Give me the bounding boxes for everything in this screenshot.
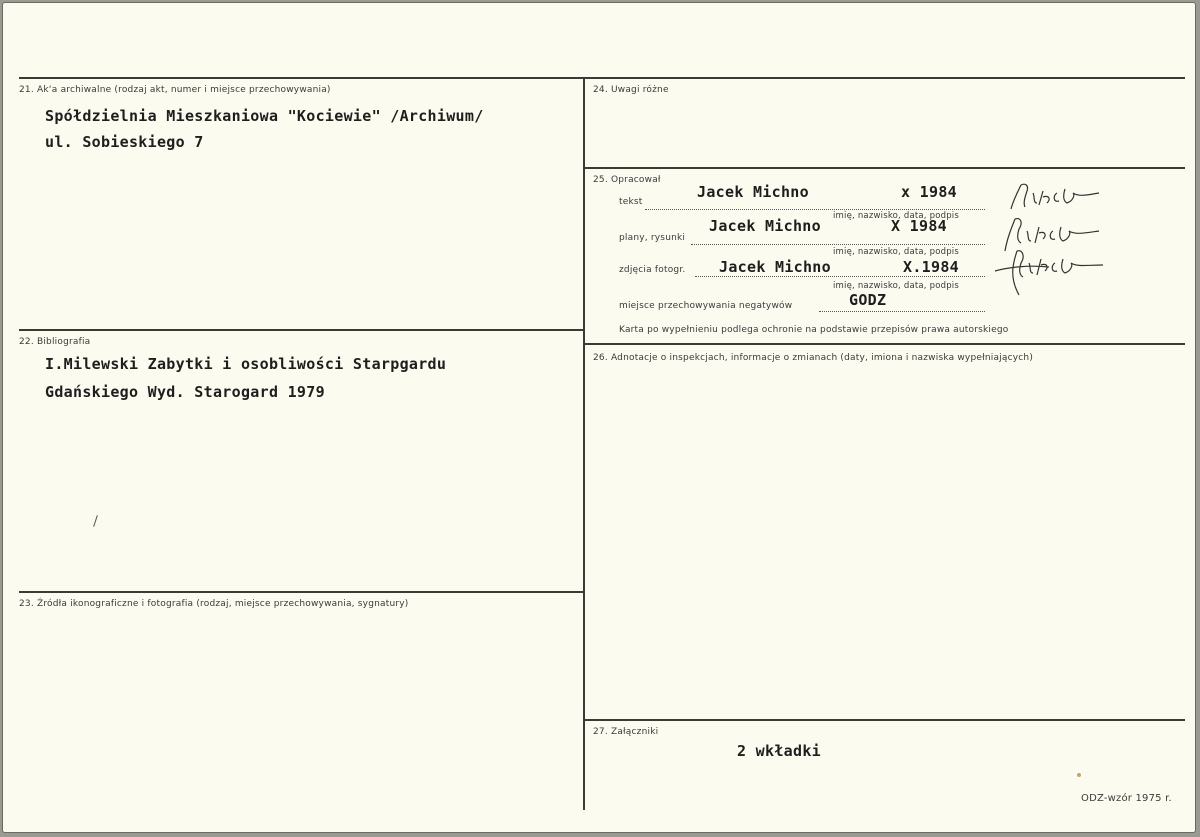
section-22-line-1: I.Milewski Zabytki i osobliwości Starpgardu bbox=[45, 355, 447, 373]
record-card bbox=[2, 2, 1196, 833]
column-divider bbox=[583, 77, 585, 810]
section-22-label: 22. Bibliografia bbox=[19, 337, 91, 347]
section-21-line-1: Spółdzielnia Mieszkaniowa "Kociewie" /Archiwum/ bbox=[45, 107, 484, 125]
zdjecia-name: Jacek Michno bbox=[719, 258, 831, 276]
section-23-label: 23. Źródła ikonograficzne i fotografia (rodzaj, miejsce przechowywania, sygnatury) bbox=[19, 599, 409, 609]
caption-1: imię, nazwisko, data, podpis bbox=[833, 211, 959, 221]
signature-zdjecia bbox=[989, 247, 1113, 299]
signature-tekst bbox=[1003, 179, 1113, 215]
form-id: ODZ-wzór 1975 r. bbox=[1081, 793, 1172, 804]
zdjecia-label: zdjęcia fotogr. bbox=[619, 265, 686, 275]
section-21-line-2: ul. Sobieskiego 7 bbox=[45, 133, 204, 151]
paper-mark bbox=[1077, 773, 1081, 777]
divider-22-23 bbox=[19, 591, 583, 593]
tekst-name: Jacek Michno bbox=[697, 183, 809, 201]
copyright-note: Karta po wypełnieniu podlega ochronie na podstawie przepisów prawa autorskiego bbox=[619, 325, 1009, 335]
plany-name: Jacek Michno bbox=[709, 217, 821, 235]
caption-3: imię, nazwisko, data, podpis bbox=[833, 281, 959, 291]
negatywy-value: GODZ bbox=[849, 291, 887, 309]
stray-mark bbox=[93, 515, 98, 527]
section-25-label: 25. Opracował bbox=[593, 175, 661, 185]
section-27-label: 27. Załączniki bbox=[593, 727, 659, 737]
tekst-label: tekst bbox=[619, 197, 643, 207]
divider-25-26 bbox=[585, 343, 1185, 345]
divider-26-27 bbox=[585, 719, 1185, 721]
negatywy-label: miejsce przechowywania negatywów bbox=[619, 301, 793, 311]
tekst-date: x 1984 bbox=[901, 183, 957, 201]
caption-2: imię, nazwisko, data, podpis bbox=[833, 247, 959, 257]
plany-label: plany, rysunki bbox=[619, 233, 686, 243]
divider-21-22 bbox=[19, 329, 583, 331]
top-rule bbox=[19, 77, 1185, 79]
zdjecia-date: X.1984 bbox=[903, 258, 959, 276]
zdjecia-dotted-line bbox=[695, 276, 985, 277]
section-22-line-2: Gdańskiego Wyd. Starogard 1979 bbox=[45, 383, 325, 401]
divider-24-25 bbox=[585, 167, 1185, 169]
tekst-dotted-line bbox=[645, 209, 985, 210]
plany-date: X 1984 bbox=[891, 217, 947, 235]
section-26-label: 26. Adnotacje o inspekcjach, informacje o zmianach (daty, imiona i nazwiska wypełniających) bbox=[593, 353, 1034, 363]
section-24-label: 24. Uwagi różne bbox=[593, 85, 669, 95]
section-21-label: 21. Ak‘a archiwalne (rodzaj akt, numer i miejsce przechowywania) bbox=[19, 85, 331, 95]
negatywy-dotted-line bbox=[819, 311, 985, 312]
plany-dotted-line bbox=[691, 244, 985, 245]
section-27-value: 2 wkładki bbox=[737, 742, 821, 760]
